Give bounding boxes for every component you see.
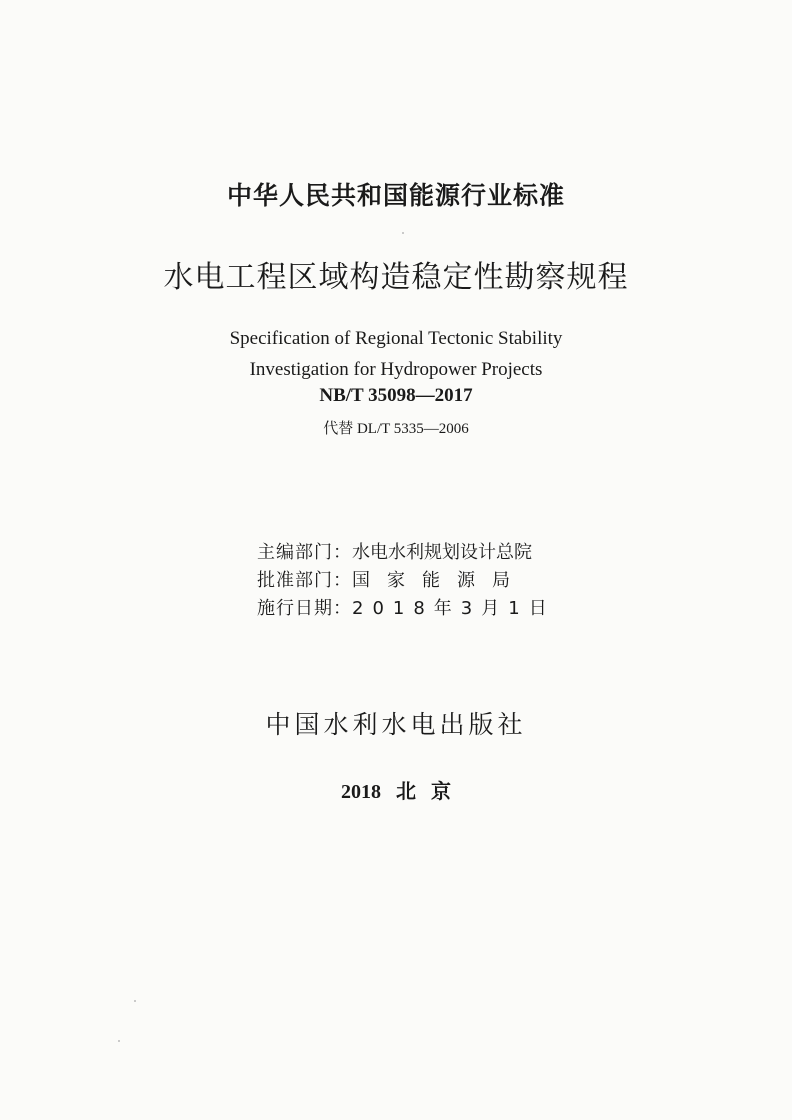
effective-date-row	[257, 594, 556, 620]
scan-speck	[402, 232, 404, 234]
effective-value: 2018年3月1日	[352, 598, 556, 619]
approver-label: 批准部门：	[257, 570, 352, 591]
english-title	[0, 323, 792, 385]
chinese-title: 水电工程区域构造稳定性勘察规程	[163, 260, 629, 295]
standard-code: NB/T 35098—2017	[319, 385, 473, 406]
publisher: 中国水利水电出版社	[265, 710, 527, 739]
editor-department-row	[257, 538, 532, 564]
scan-speck	[118, 1040, 120, 1042]
replaces-standard: 代替 DL/T 5335—2006	[323, 421, 469, 437]
approver-department-row	[257, 566, 527, 592]
english-title-line-2: Investigation for Hydropower Projects	[249, 359, 543, 380]
effective-label: 施行日期：	[257, 598, 352, 619]
editor-label: 主编部门：	[257, 542, 352, 563]
scan-speck	[134, 1000, 136, 1002]
place-and-year: 2018 北 京	[341, 781, 451, 803]
english-title-line-1: Specification of Regional Tectonic Stability	[229, 328, 563, 349]
editor-value: 水电水利规划设计总院	[352, 542, 532, 563]
industry-standard-heading: 中华人民共和国能源行业标准	[226, 181, 565, 210]
approver-value: 国家能源局	[352, 570, 527, 591]
